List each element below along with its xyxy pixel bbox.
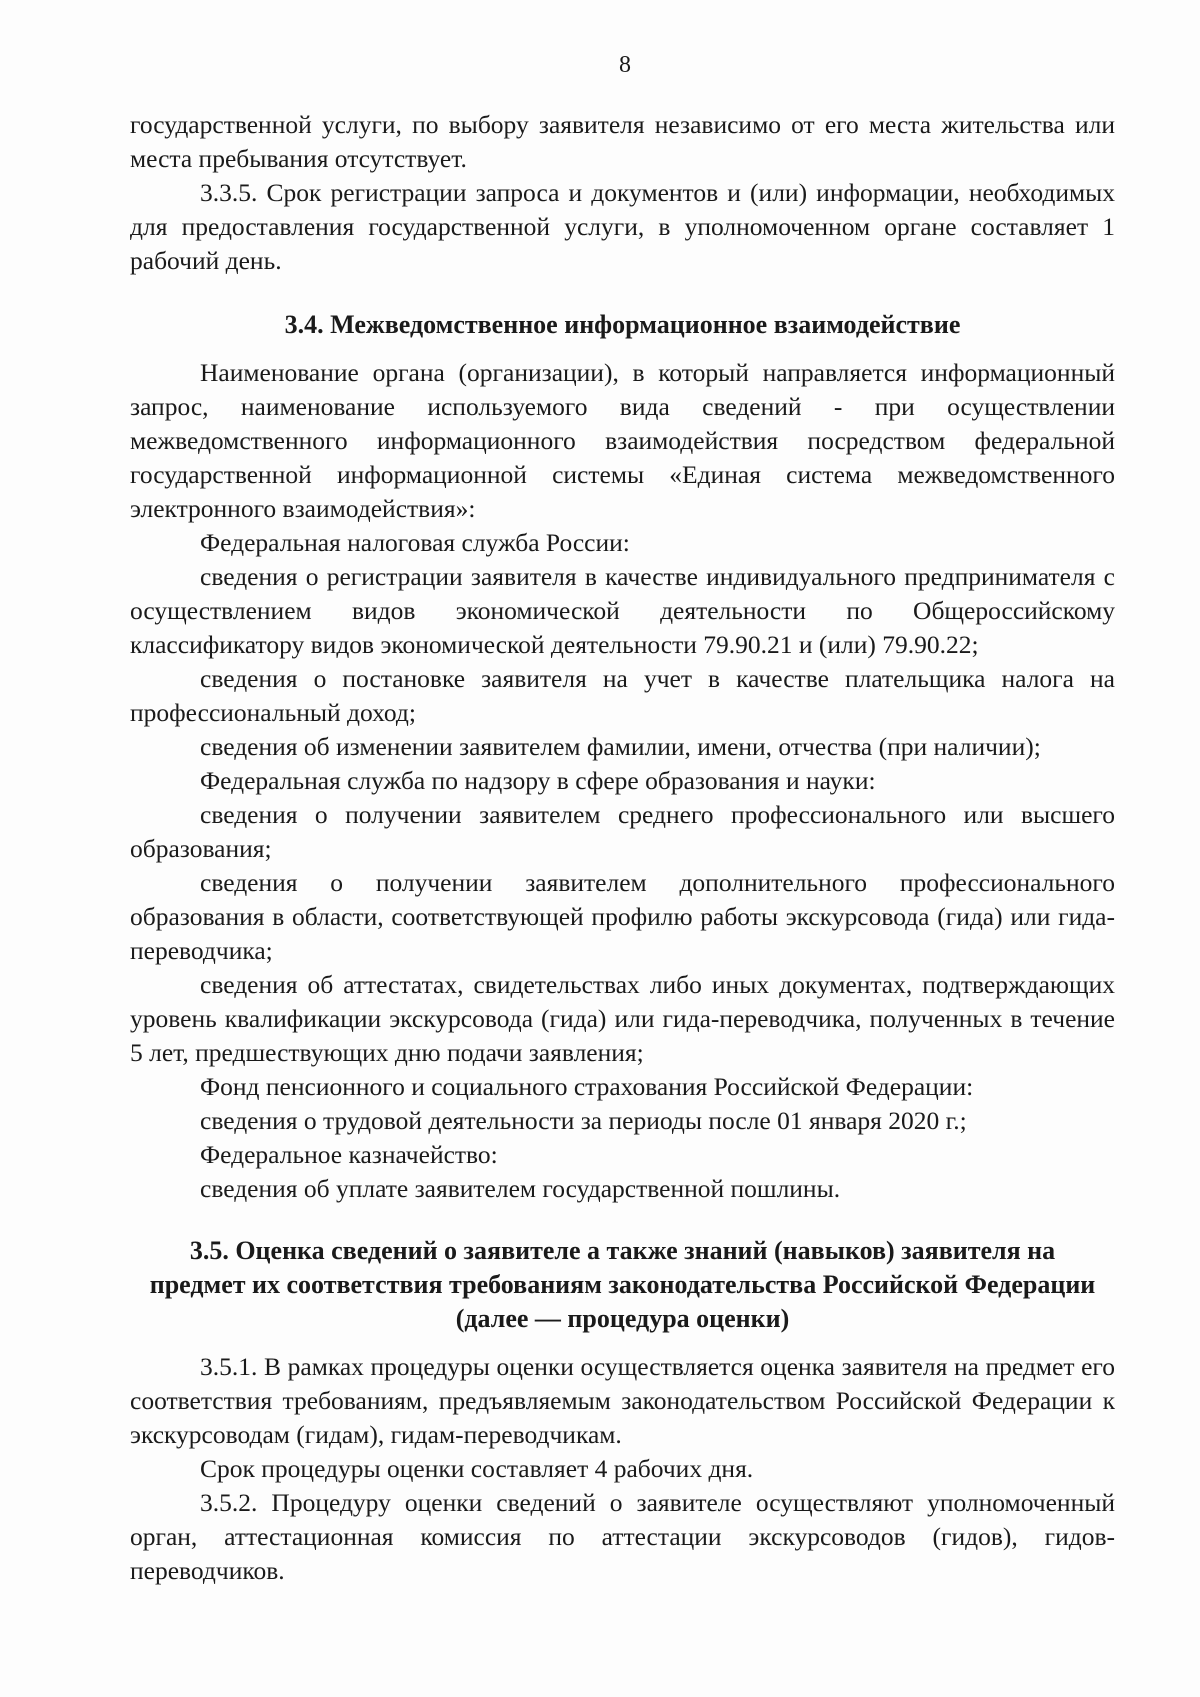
paragraph-agency-treasury: Федеральное казначейство: — [200, 1140, 498, 1169]
paragraph-continuation: государственной услуги, по выбору заявителя независимо от его места жительства или места пребывания отсутствует. — [130, 110, 1115, 173]
section-heading-3-4: 3.4. Межведомственное информационное взаимодействие — [284, 310, 961, 339]
paragraph: сведения об изменении заявителем фамилии, имени, отчества (при наличии); — [200, 732, 1041, 761]
page-number: 8 — [619, 52, 631, 78]
paragraph: сведения о получении заявителем дополнительного профессионального образования в области, соответствующей профилю работы экскурсовода (гида) или гида-переводчика; — [130, 868, 1115, 965]
section-3-4-body — [130, 356, 1115, 1206]
paragraph-3-5-2: 3.5.2. Процедуру оценки сведений о заявителе осуществляют уполномоченный орган, аттестационная комиссия по аттестации экскурсоводов (гидов), гидов-переводчиков. — [130, 1488, 1115, 1585]
paragraph: сведения об уплате заявителем государственной пошлины. — [200, 1174, 841, 1203]
paragraph-agency-sfr: Фонд пенсионного и социального страхования Российской Федерации: — [200, 1072, 974, 1101]
paragraph: Наименование органа (организации), в который направляется информационный запрос, наименование используемого вида сведений - при осуществлении межведомственного информационного взаимодействия посредством федеральной государственной информационной системы «Единая система межведомственного электронного взаимодействия»: — [130, 358, 1115, 523]
paragraph-agency-rosobrnadzor: Федеральная служба по надзору в сфере образования и науки: — [200, 766, 876, 795]
paragraph-3-5-1: 3.5.1. В рамках процедуры оценки осуществляется оценка заявителя на предмет его соответствия требованиям, предъявляемым законодательством Российской Федерации к экскурсоводам (гидам), гидам-переводчикам. — [130, 1352, 1115, 1449]
paragraph: сведения о трудовой деятельности за периоды после 01 января 2020 г.; — [200, 1106, 967, 1135]
section-heading-3-5: 3.5. Оценка сведений о заявителе а также знаний (навыков) заявителя на предмет их соответствия требованиям законодательства Российской Федерации (далее — процедура оценки) — [149, 1236, 1096, 1333]
paragraph-agency-fns: Федеральная налоговая служба России: — [200, 528, 630, 557]
paragraph: Срок процедуры оценки составляет 4 рабочих дня. — [200, 1454, 754, 1483]
paragraph: сведения о постановке заявителя на учет в качестве плательщика налога на профессиональный доход; — [130, 664, 1115, 727]
paragraph: сведения об аттестатах, свидетельствах либо иных документах, подтверждающих уровень квалификации экскурсовода (гида) или гида-переводчика, полученных в течение 5 лет, предшествующих дню подачи заявления; — [130, 970, 1115, 1067]
page-content — [130, 108, 1115, 1588]
paragraph: сведения о получении заявителем среднего профессионального или высшего образования; — [130, 800, 1115, 863]
section-3-5-body — [130, 1350, 1115, 1588]
paragraph: сведения о регистрации заявителя в качестве индивидуального предпринимателя с осуществлением видов экономической деятельности по Общероссийскому классификатору видов экономической деятельности 79.90.21 и (или) 79.90.22; — [130, 562, 1115, 659]
paragraph-3-3-5: 3.3.5. Срок регистрации запроса и документов и (или) информации, необходимых для предоставления государственной услуги, в уполномоченном органе составляет 1 рабочий день. — [130, 178, 1115, 275]
